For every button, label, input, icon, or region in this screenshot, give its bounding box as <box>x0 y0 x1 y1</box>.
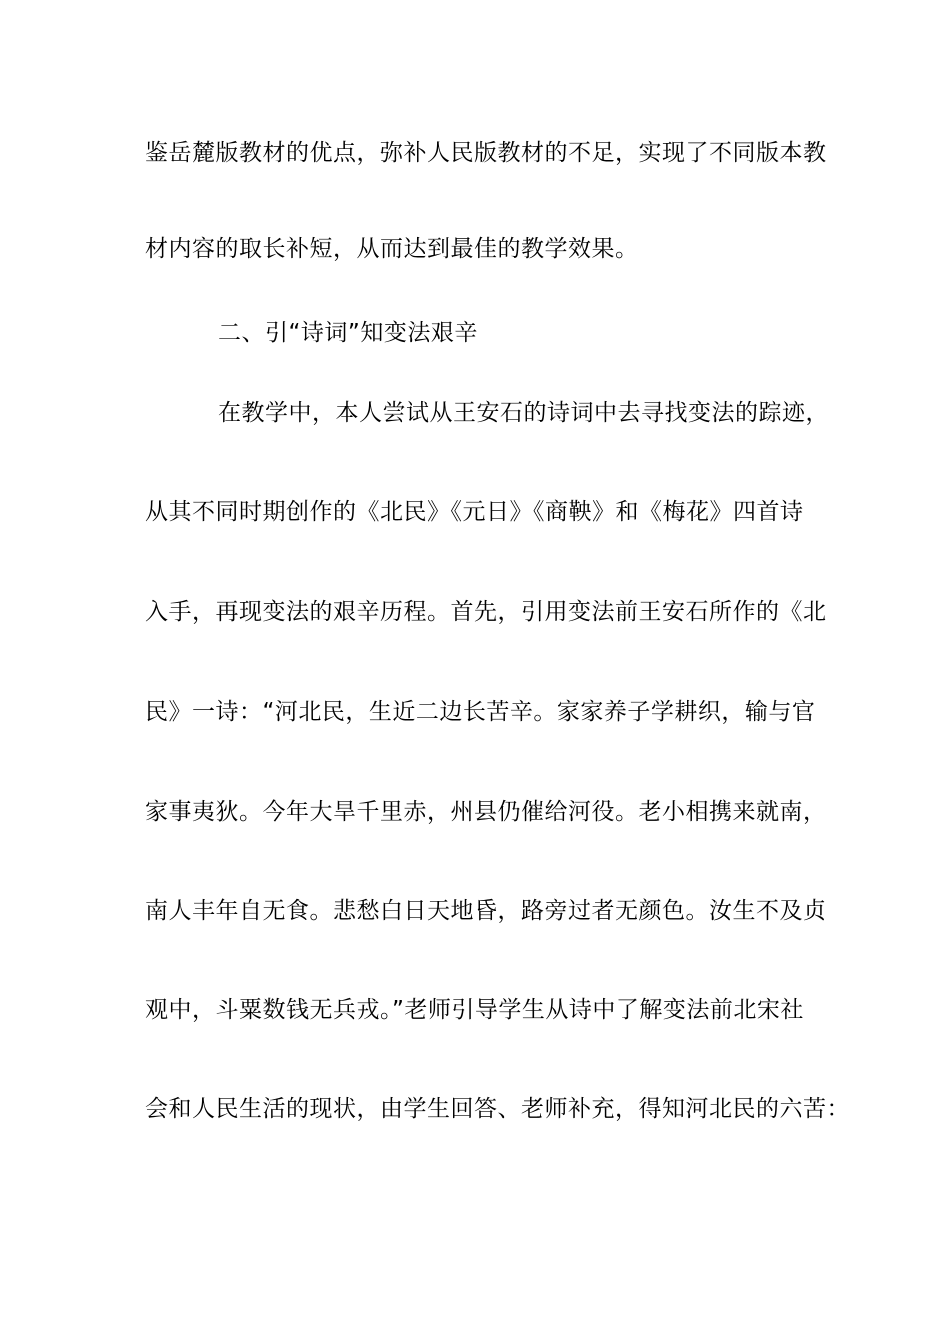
paragraph-line-6: 民》一诗：“河北民，生近二边长苦辛。家家养子学耕织，输与官 <box>145 699 816 725</box>
paragraph-line-3: 在教学中，本人尝试从王安石的诗词中去寻找变法的踪迹， <box>218 400 829 426</box>
paragraph-line-2: 材内容的取长补短，从而达到最佳的教学效果。 <box>145 236 639 262</box>
paragraph-line-7: 家事夷狄。今年大旱千里赤，州县仍催给河役。老小相携来就南， <box>145 799 827 825</box>
paragraph-line-1: 鉴岳麓版教材的优点，弥补人民版教材的不足，实现了不同版本教 <box>145 140 827 166</box>
paragraph-line-8: 南人丰年自无食。悲愁白日天地昏，路旁过者无颜色。汝生不及贞 <box>145 898 827 924</box>
paragraph-line-4: 从其不同时期创作的《北民》《元日》《商鞅》和《梅花》四首诗 <box>145 499 804 525</box>
paragraph-line-9: 观中，斗粟数钱无兵戎。”老师引导学生从诗中了解变法前北宋社 <box>145 997 804 1023</box>
paragraph-line-5: 入手，再现变法的艰辛历程。首先，引用变法前王安石所作的《北 <box>145 599 827 625</box>
section-heading: 二、引“诗词”知变法艰辛 <box>218 320 478 346</box>
paragraph-line-10: 会和人民生活的现状，由学生回答、老师补充，得知河北民的六苦： <box>145 1096 850 1122</box>
